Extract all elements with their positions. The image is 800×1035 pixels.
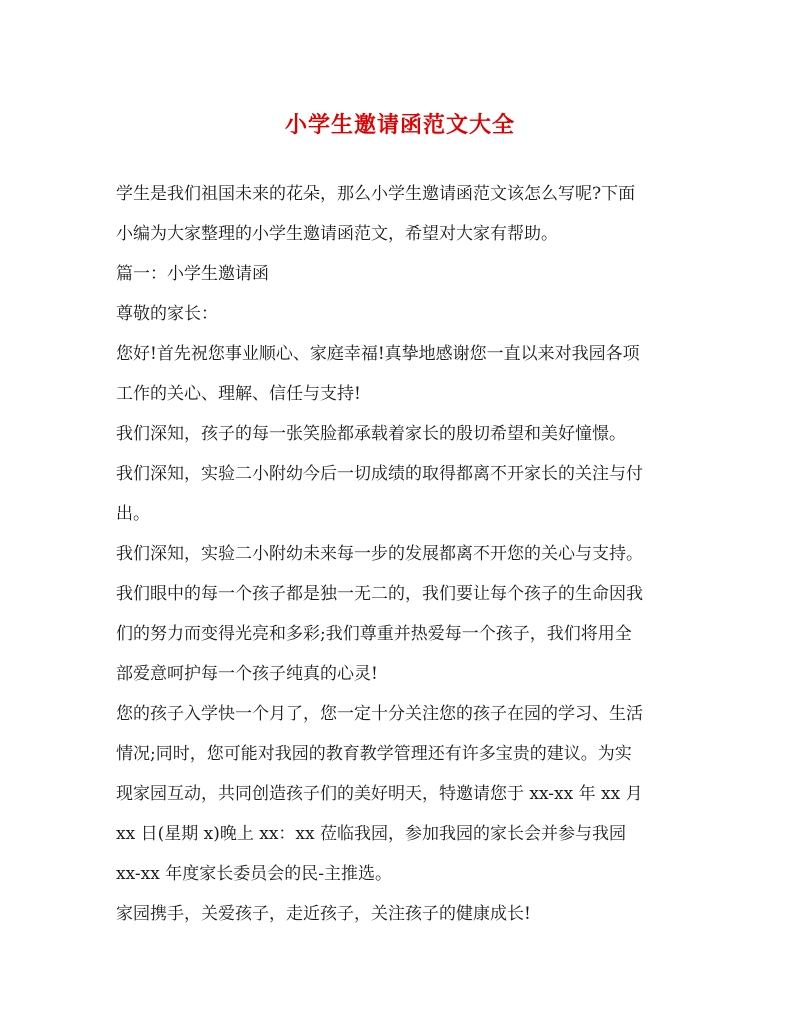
text-line: 出。 [116, 504, 150, 524]
text-line: 您好!首先祝您事业顺心、家庭幸福!真挚地感谢您一直以来对我园各项 [116, 344, 640, 364]
text-line: 情况;同时，您可能对我园的教育教学管理还有许多宝贵的建议。为实 [116, 744, 632, 764]
text-line: 您的孩子入学快一个月了，您一定十分关注您的孩子在园的学习、生活 [116, 704, 643, 724]
text-line: 家园携手，关爱孩子，走近孩子，关注孩子的健康成长! [116, 904, 531, 924]
text-line: 我们深知，实验二小附幼今后一切成绩的取得都离不开家长的关注与付 [116, 464, 643, 484]
text-line: 我们深知，孩子的每一张笑脸都承载着家长的殷切希望和美好憧憬。 [116, 424, 626, 444]
document-body [116, 174, 700, 934]
document-title: 小学生邀请函范文大全 [284, 112, 515, 138]
text-line: 们的努力而变得光亮和多彩;我们尊重并热爱每一个孩子，我们将用全 [116, 624, 632, 644]
text-line: 学生是我们祖国未来的花朵，那么小学生邀请函范文该怎么写呢?下面 [116, 184, 636, 204]
text-line: xx 日(星期 x)晚上 xx：xx 莅临我园，参加我园的家长会并参与我园 [116, 824, 626, 844]
text-line: xx-xx 年度家长委员会的民-主推选。 [116, 864, 392, 884]
section-heading: 篇一：小学生邀请函 [116, 264, 269, 284]
text-line: 部爱意呵护每一个孩子纯真的心灵! [116, 664, 378, 684]
text-line: 工作的关心、理解、信任与支持! [116, 384, 361, 404]
text-line: 小编为大家整理的小学生邀请函范文，希望对大家有帮助。 [116, 224, 558, 244]
salutation: 尊敬的家长： [116, 304, 218, 324]
text-line: 现家园互动，共同创造孩子们的美好明天，特邀请您于 xx-xx 年 xx 月 [116, 784, 643, 804]
text-line: 我们眼中的每一个孩子都是独一无二的，我们要让每个孩子的生命因我 [116, 584, 643, 604]
text-line: 我们深知，实验二小附幼未来每一步的发展都离不开您的关心与支持。 [116, 544, 643, 564]
